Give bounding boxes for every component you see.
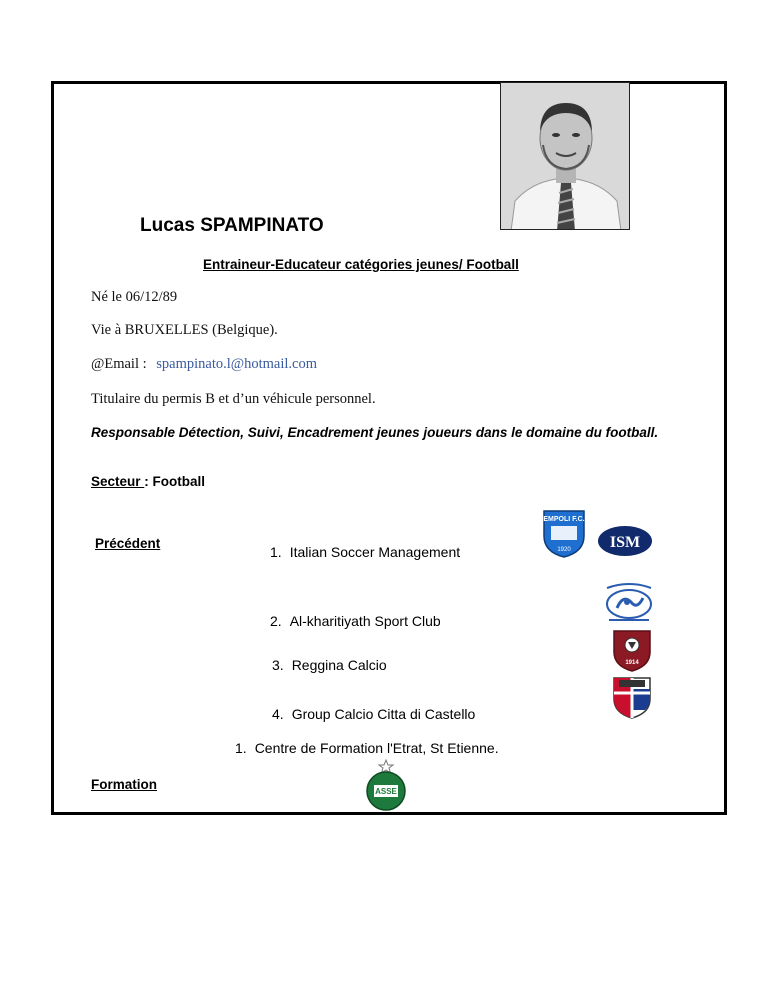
- profile-photo: [500, 82, 630, 230]
- email-link[interactable]: spampinato.l@hotmail.com: [156, 356, 318, 372]
- email-line: [91, 356, 317, 373]
- list-item: 4. Group Calcio Citta di Castello: [272, 706, 476, 722]
- svg-text:ASSE: ASSE: [375, 787, 397, 796]
- email-label: @Email :: [91, 356, 147, 372]
- list-item: 1. Centre de Formation l'Etrat, St Etienne.: [235, 740, 499, 756]
- saint-etienne-logo: [363, 759, 409, 816]
- birth-date: Né le 06/12/89: [91, 289, 178, 305]
- license-info: Titulaire du permis B et d’un véhicule personnel.: [91, 391, 376, 407]
- castello-logo: [611, 675, 653, 724]
- svg-text:1914: 1914: [625, 660, 639, 666]
- al-kharitiyath-logo: [601, 580, 657, 629]
- svg-text:ISM: ISM: [609, 534, 641, 551]
- list-item: 3. Reggina Calcio: [272, 657, 387, 673]
- empoli-logo: [541, 508, 587, 563]
- sector-line: [91, 474, 205, 489]
- training-heading: Formation: [91, 777, 157, 792]
- sector-value: : Football: [144, 474, 206, 489]
- svg-text:EMPOLI F.C.: EMPOLI F.C.: [543, 516, 585, 523]
- list-item: 1. Italian Soccer Management: [270, 544, 461, 560]
- job-title: Entraineur-Educateur catégories jeunes/ Football: [203, 257, 519, 272]
- residence: Vie à BRUXELLES (Belgique).: [91, 322, 278, 338]
- list-item: 2. Al-kharitiyath Sport Club: [270, 613, 441, 629]
- previous-heading: Précédent: [95, 536, 161, 551]
- person-name: Lucas SPAMPINATO: [140, 215, 324, 236]
- svg-text:1920: 1920: [557, 547, 571, 553]
- responsibility-statement: Responsable Détection, Suivi, Encadrement jeunes joueurs dans le domaine du football.: [91, 425, 659, 440]
- reggina-logo: [611, 628, 653, 677]
- ism-logo: [597, 525, 653, 562]
- sector-label: Secteur: [91, 474, 145, 489]
